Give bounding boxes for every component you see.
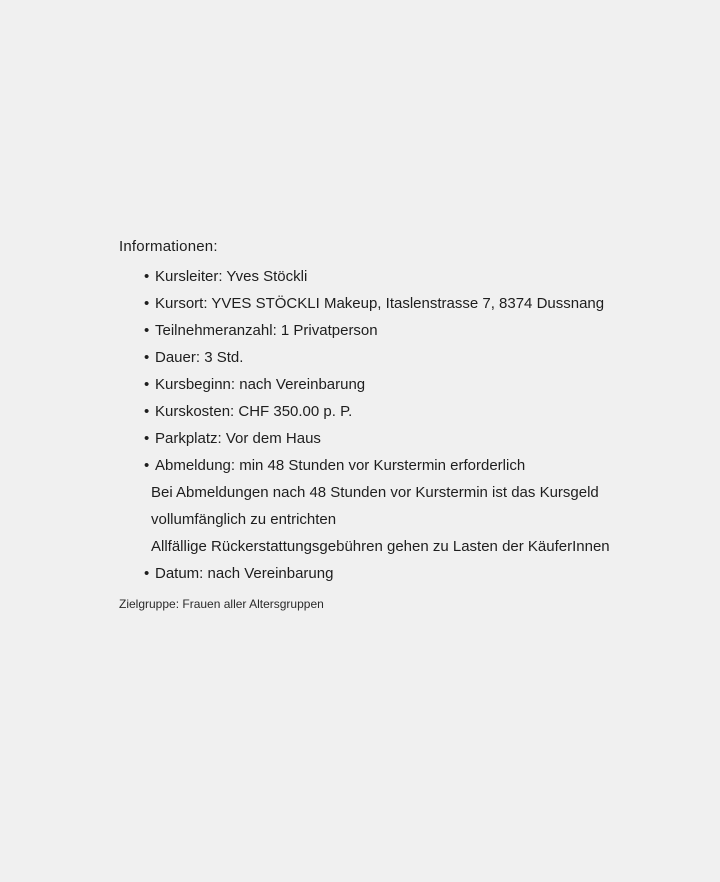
list-item-text: Abmeldung: min 48 Stunden vor Kurstermin erforderlich	[155, 457, 526, 474]
list-item-text: Datum: nach Vereinbarung	[155, 565, 334, 582]
section-heading: Informationen:	[119, 238, 218, 255]
course-info-section	[119, 236, 709, 612]
abmeldung-detail-line: vollumfänglich zu entrichten	[151, 511, 337, 528]
list-item-text: Kursort: YVES STÖCKLI Makeup, Itaslenstrasse 7, 8374 Dussnang	[155, 295, 605, 312]
bullet-icon: •	[144, 430, 150, 447]
bullet-icon: •	[144, 349, 150, 366]
bullet-icon: •	[144, 457, 150, 474]
list-item-kursbeginn	[119, 371, 709, 398]
bullet-icon: •	[144, 295, 150, 312]
bullet-icon: •	[144, 403, 150, 420]
list-item-teilnehmeranzahl	[119, 317, 709, 344]
list-item-text: Kursleiter: Yves Stöckli	[155, 268, 308, 285]
bullet-icon: •	[144, 322, 150, 339]
list-item-text: Kursbeginn: nach Vereinbarung	[155, 376, 366, 393]
abmeldung-detail-line: Bei Abmeldungen nach 48 Stunden vor Kurstermin ist das Kursgeld	[151, 484, 599, 501]
list-item-datum	[119, 560, 709, 587]
info-list	[119, 263, 709, 587]
list-item-kursort	[119, 290, 709, 317]
list-item-kursleiter	[119, 263, 709, 290]
list-item-text: Kurskosten: CHF 350.00 p. P.	[155, 403, 353, 420]
bullet-icon: •	[144, 268, 150, 285]
list-item-text: Parkplatz: Vor dem Haus	[155, 430, 321, 447]
target-group-note: Zielgruppe: Frauen aller Altersgruppen	[119, 597, 324, 611]
list-item-text: Teilnehmeranzahl: 1 Privatperson	[155, 322, 378, 339]
list-item-abmeldung	[119, 452, 709, 560]
bullet-icon: •	[144, 376, 150, 393]
bullet-icon: •	[144, 565, 150, 582]
list-item-dauer	[119, 344, 709, 371]
list-item-kurskosten	[119, 398, 709, 425]
abmeldung-detail-line: Allfällige Rückerstattungsgebühren gehen zu Lasten der KäuferInnen	[151, 538, 610, 555]
list-item-text: Dauer: 3 Std.	[155, 349, 244, 366]
list-item-parkplatz	[119, 425, 709, 452]
